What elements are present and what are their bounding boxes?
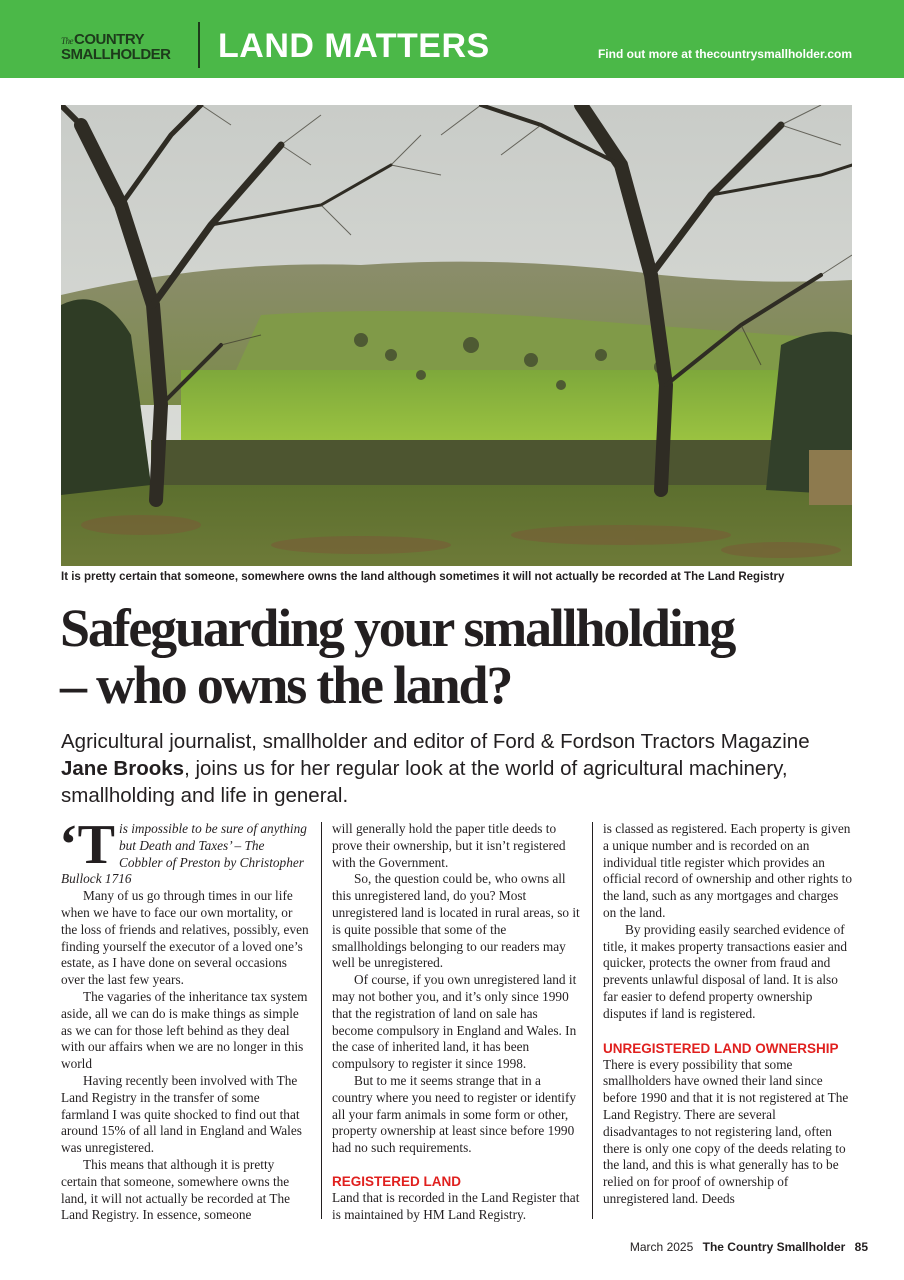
issue-date: March 2025 — [629, 1240, 694, 1254]
opening-quote — [59, 814, 309, 888]
page-number: 85 — [854, 1240, 868, 1254]
drop-cap: ‘T — [59, 814, 115, 876]
paragraph: There is every possibility that some smallholders have owned their land since before 1990 and that it is not registered at The Land Registry. There are several disadvantages to not registering land, often there is only one copy of the deeds relating to the land, and this is what generally has to be relied on for proof of ownership of unregistered land. Deeds — [603, 1056, 849, 1206]
paragraph: Having recently been involved with The Land Registry in the transfer of some farmland I was quite shocked to find out that around 15% of all land in England and Wales was unregistered. — [61, 1072, 302, 1156]
find-out-more-link[interactable]: Find out more at thecountrysmallholder.com — [597, 47, 852, 61]
section-title: LAND MATTERS — [218, 27, 490, 65]
header-divider — [198, 22, 200, 68]
paragraph: This means that although it is pretty certain that someone, somewhere owns the land, it will not actually be recorded at The Land Registry. In essence, someone — [61, 1156, 291, 1223]
magazine-logo[interactable] — [61, 33, 171, 61]
paragraph: The vagaries of the inheritance tax system aside, all we can do is make things as simple as we can for those left behind as they deal with our affairs when we are no longer in this world — [61, 988, 308, 1072]
subheading-registered-land: REGISTERED LAND — [332, 1173, 462, 1189]
photo-caption: It is pretty certain that someone, somewhere owns the land although sometimes it will not actually be recorded at The Land Registry — [61, 571, 785, 583]
page-footer — [630, 1240, 868, 1254]
section-header-bar — [0, 0, 904, 78]
paragraph: But to me it seems strange that in a country where you need to register or identify all your farm animals in some form or other, property ownership at least since before 1990 had no such requirements. — [332, 1072, 577, 1156]
article-column-2 — [332, 821, 582, 1224]
standfirst-pre: Agricultural journalist, smallholder and editor of Ford & Fordson Tractors Magazine — [61, 730, 810, 753]
headline-line1: Safeguarding your smallholding — [60, 598, 735, 658]
standfirst — [61, 728, 851, 809]
article-column-3 — [603, 821, 853, 1208]
subheading-unregistered-land: UNREGISTERED LAND OWNERSHIP — [603, 1040, 839, 1056]
paragraph: will generally hold the paper title deeds to prove their ownership, but it isn’t registered with the Government. — [332, 821, 566, 870]
author-name: Jane Brooks — [61, 757, 185, 780]
article-headline — [60, 600, 860, 714]
magazine-name: The Country Smallholder — [702, 1240, 846, 1254]
paragraph: Land that is recorded in the Land Register that is maintained by HM Land Registry. — [332, 1189, 580, 1222]
paragraph: Many of us go through times in our life when we have to face our own mortality, or the loss of friends and relatives, possibly, even finding yourself the executor of a loved one’s estate, as I have done on several occasions over the last few years. — [61, 888, 309, 988]
landscape-photo — [61, 105, 852, 566]
headline-line2: – who owns the land? — [60, 655, 512, 715]
column-rule-1 — [321, 822, 322, 1219]
logo-line1: COUNTRY — [74, 31, 145, 48]
paragraph: Of course, if you own unregistered land it may not bother you, and it’s only since 1990 that the registration of land on sale has become compulsory in England and Wales. In the case of inherited land, it has been compulsory to register it since 1998. — [332, 972, 577, 1072]
logo-line2: SMALLHOLDER — [61, 46, 171, 63]
paragraph: So, the question could be, who owns all this unregistered land, do you? Most unregistered land is located in rural areas, so it is quite possible that some of the smallholdings belonging to our readers may well be unregistered. — [332, 871, 580, 971]
paragraph: By providing easily searched evidence of title, it makes property transactions easier and quicker, protects the owner from fraud and prevents unlawful disposal of land. It is also far easier to defend property ownership disputes if land is registered. — [603, 921, 848, 1021]
column-rule-2 — [592, 822, 593, 1219]
quote-text: is impossible to be sure of anything but Death and Taxes’ – The Cobbler of Preston by Christopher Bullock 1716 — [61, 821, 307, 887]
logo-the: The — [61, 36, 73, 46]
paragraph: is classed as registered. Each property is given a unique number and is recorded on an individual title register which provides an official record of ownership and other rights to the land, such as any mortgages and charges on the land. — [603, 821, 852, 920]
standfirst-post: , joins us for her regular look at the world of agricultural machinery, smallholding and life in general. — [61, 757, 788, 807]
article-column-1 — [59, 814, 309, 1224]
